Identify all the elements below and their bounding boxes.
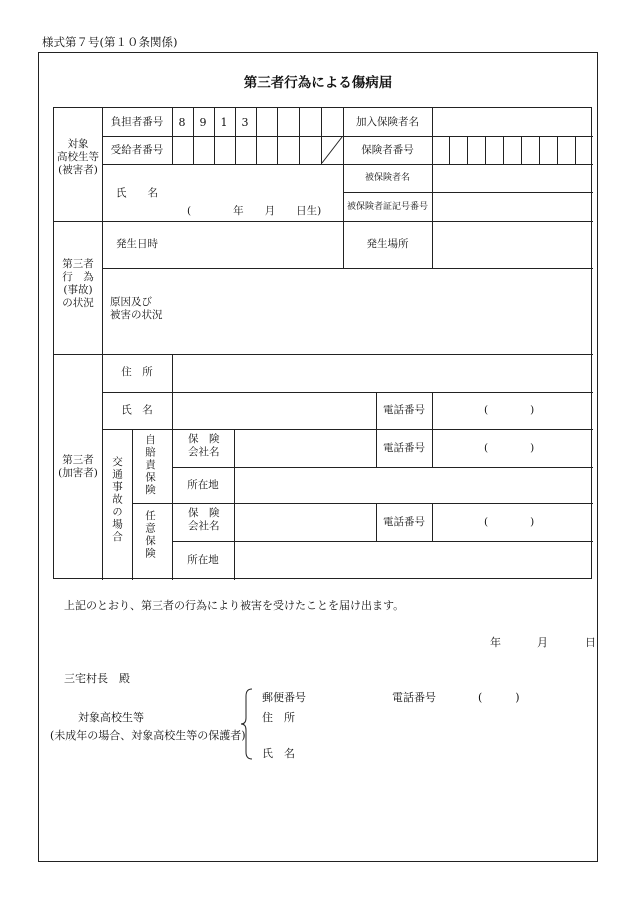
third-party-label: 第三者 (加害者) (58, 454, 98, 480)
applicant-name-label: 氏 名 (262, 747, 295, 760)
recipient-no-label: 受給者番号 (110, 144, 164, 156)
voluntary-company-label: 保 険 会社名 (188, 507, 220, 533)
burden-digit: 1 (220, 116, 228, 129)
applicant-address-label: 住 所 (262, 711, 295, 724)
diagonal-slash (321, 136, 343, 164)
guardian-note: (未成年の場合、対象高校生等の保護者) (50, 729, 246, 742)
cause-label: 原因及び 被害の状況 (110, 296, 163, 322)
compulsory-insurance-label: 自賠責保険 (144, 434, 156, 497)
target-label: 対象 高校生等 (被害者) (57, 138, 99, 177)
voluntary-insurance-label: 任意保険 (144, 510, 156, 560)
target-name-label: 氏 名 (116, 187, 158, 199)
notice-text: 上記のとおり、第三者の行為により被害を受けたことを届け出ます。 (64, 599, 405, 612)
report-table (53, 107, 592, 579)
form-title: 第三者行為による傷病届 (243, 75, 393, 91)
applicant-label: 対象高校生等 (78, 711, 144, 724)
third-party-name-label: 氏 名 (121, 404, 153, 416)
burden-digit: 8 (178, 116, 186, 129)
postal-code-label: 郵便番号 (262, 691, 306, 704)
voluntary-phone-paren: ( ) (484, 516, 535, 528)
form-number: 様式第７号(第１０条関係) (42, 35, 178, 49)
compulsory-location-label: 所在地 (187, 479, 219, 491)
date-year: 年 (490, 636, 501, 649)
third-party-address-label: 住 所 (121, 366, 153, 378)
voluntary-phone-label: 電話番号 (383, 516, 425, 528)
insured-name-label: 被保険者名 (364, 173, 410, 183)
date-month: 月 (537, 636, 548, 649)
applicant-phone-label: 電話番号 (392, 691, 436, 704)
burden-digit: 3 (241, 116, 249, 129)
curly-brace (240, 688, 254, 760)
traffic-accident-label: 交通事故の場合 (111, 456, 123, 544)
insurer-name-label: 加入保険者名 (356, 116, 419, 128)
burden-no-label: 負担者番号 (110, 116, 164, 128)
burden-digit: 9 (199, 116, 207, 129)
applicant-phone-paren: ( ) (478, 691, 520, 704)
insurer-no-label: 保険者番号 (361, 144, 414, 156)
third-party-phone-label: 電話番号 (383, 404, 425, 416)
occurrence-date-label: 発生日時 (116, 238, 158, 250)
third-party-phone-paren: ( ) (484, 404, 535, 416)
compulsory-phone-paren: ( ) (484, 442, 535, 454)
birth-date-line: ( 年 月 日生) (187, 205, 322, 217)
situation-label: 第三者 行 為 (事故) の状況 (62, 258, 94, 310)
insured-card-label: 被保険者証記号番号 (346, 202, 428, 212)
voluntary-location-label: 所在地 (187, 554, 219, 566)
compulsory-company-label: 保 険 会社名 (188, 433, 220, 459)
addressee: 三宅村長 殿 (64, 672, 130, 685)
compulsory-phone-label: 電話番号 (383, 442, 425, 454)
occurrence-place-label: 発生場所 (366, 238, 409, 250)
date-day: 日 (585, 636, 596, 649)
